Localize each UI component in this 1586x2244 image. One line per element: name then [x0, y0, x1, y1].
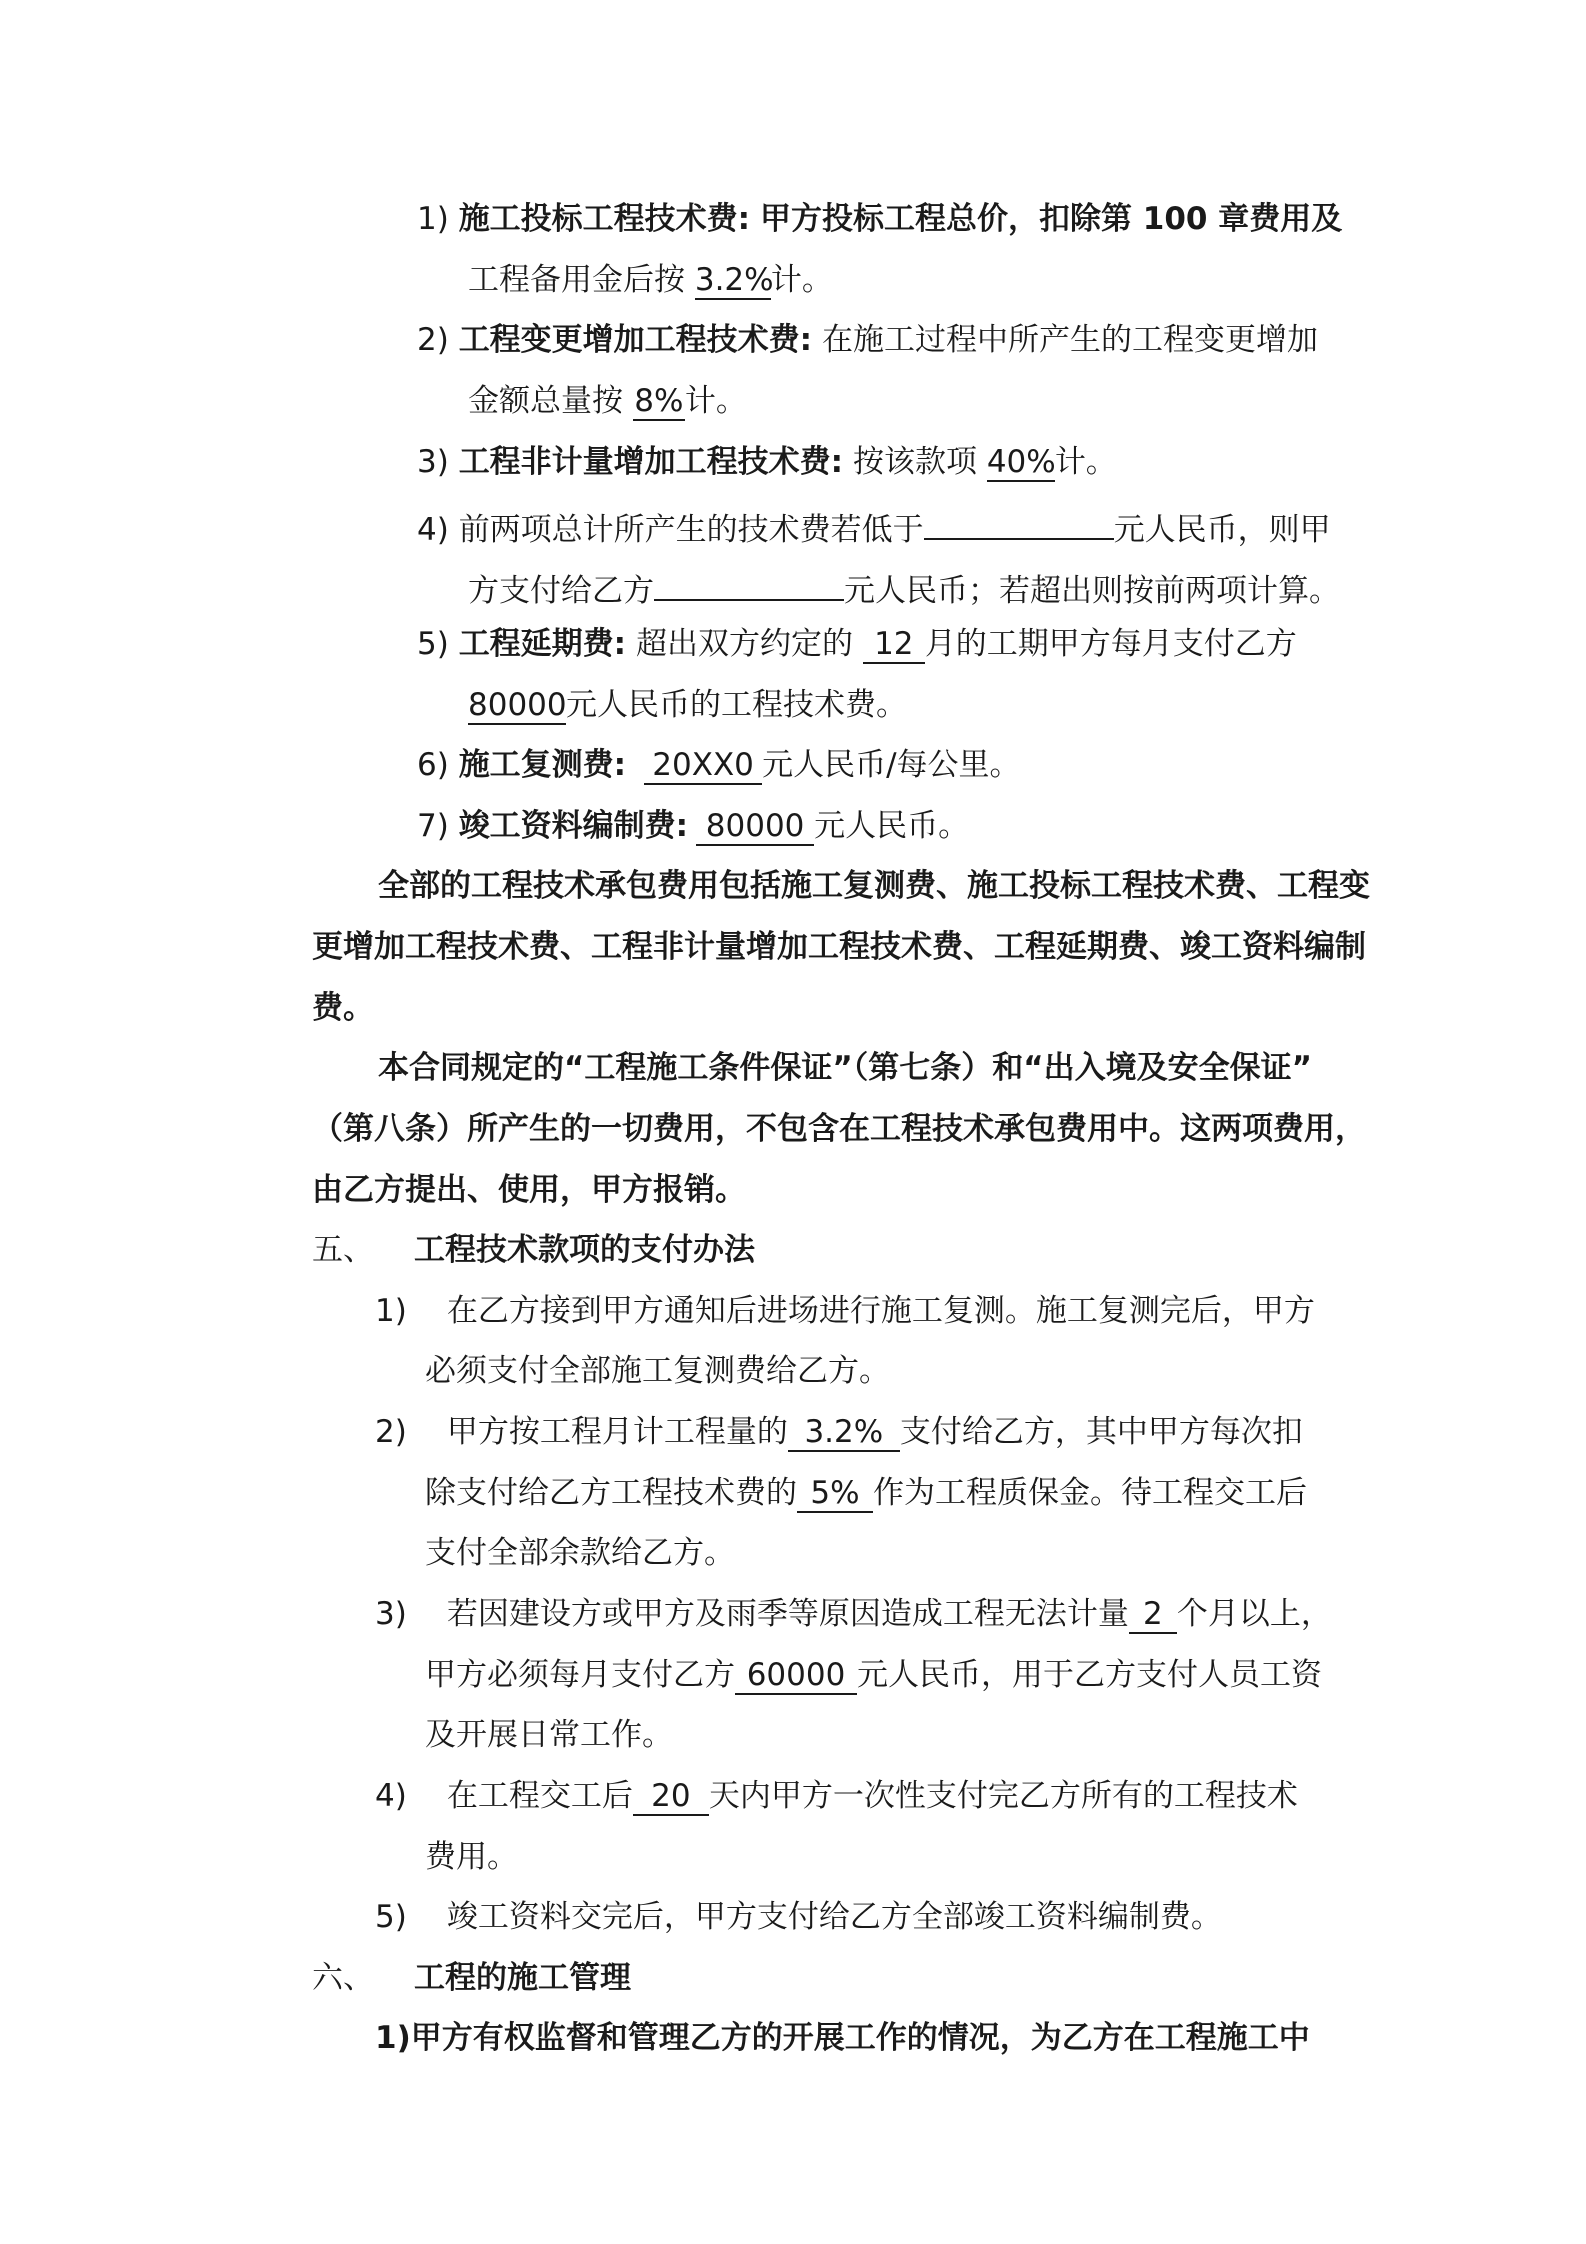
sec5-item-3-line-1: 3) 若因建设方或甲方及雨季等原因造成工程无法计量 2 个月以上，: [375, 1596, 1332, 1632]
sec5-item-2-number: 2): [375, 1414, 407, 1450]
fee-item-5-number: 5): [417, 626, 449, 662]
section-6-title: 工程的施工管理: [414, 1960, 631, 1996]
sec5-item-4-value-1: 20: [633, 1778, 709, 1816]
sec5-item-4-number: 4): [375, 1778, 407, 1814]
fee-item-7: 7) 竣工资料编制费: 80000 元人民币。: [417, 808, 970, 844]
fee-item-2-line-1: [417, 320, 1318, 360]
fee-item-7-value: 80000: [696, 808, 814, 846]
fee-item-3-term: 工程非计量增加工程技术费:: [458, 444, 844, 480]
sec5-item-3-line-2: 甲方必须每月支付乙方 60000 元人民币，用于乙方支付人员工资: [425, 1657, 1322, 1693]
sec5-item-2-value-1: 3.2%: [788, 1414, 900, 1452]
sec5-item-2-line-1: 2) 甲方按工程月计工程量的 3.2% 支付给乙方，其中甲方每次扣: [375, 1414, 1303, 1450]
fee-item-7-term: 竣工资料编制费:: [458, 808, 689, 844]
sec5-item-4-line-2: 费用。: [425, 1839, 518, 1875]
sec5-item-2-value-2: 5%: [797, 1475, 873, 1513]
fee-item-5-line-1: 5) 工程延期费: 超出双方约定的 12 月的工期甲方每月支付乙方: [417, 626, 1297, 662]
fee-item-2-text: 在施工过程中所产生的工程变更增加: [821, 322, 1318, 358]
fee-item-4-line-2: 方支付给乙方 元人民币；若超出则按前两项计算。: [468, 563, 1340, 611]
fee-item-2-term: 工程变更增加工程技术费:: [458, 322, 813, 358]
fee-item-6: 6) 施工复测费: 20XX0 元人民币/每公里。: [417, 747, 1021, 783]
sec5-item-1-line-2: 必须支付全部施工复测费给乙方。: [425, 1353, 890, 1389]
fee-item-4-blank-2: [654, 563, 844, 601]
fee-item-1-term: 施工投标工程技术费:: [458, 201, 751, 237]
section-5-number: 五、: [312, 1232, 374, 1268]
sec5-item-5-line-1: 5) 竣工资料交完后，甲方支付给乙方全部竣工资料编制费。: [375, 1899, 1222, 1935]
fee-item-6-number: 6): [417, 747, 449, 783]
section-6-heading: [312, 1958, 631, 1998]
sec5-item-3-line-3: 及开展日常工作。: [425, 1717, 673, 1753]
fee-item-1-value: 3.2%: [694, 262, 774, 298]
fee-item-6-value: 20XX0: [644, 747, 762, 785]
fee-item-6-term: 施工复测费:: [458, 747, 627, 783]
fee-item-1-text: 甲方投标工程总价，扣除第 100 章费用及: [759, 201, 1343, 237]
fee-item-2-number: 2): [417, 322, 449, 358]
sec5-item-3-value-2: 60000: [735, 1657, 857, 1695]
fee-item-4-blank-1: [924, 502, 1114, 540]
fee-item-5-line-2: 80000元人民币的工程技术费。: [468, 687, 907, 723]
section-6-number: 六、: [312, 1960, 374, 1996]
sec6-item-1-line-1: 1)甲方有权监督和管理乙方的开展工作的情况，为乙方在工程施工中: [375, 2020, 1310, 2056]
sec5-item-1-number: 1): [375, 1293, 407, 1329]
para-2-line-1: 本合同规定的“工程施工条件保证”（第七条）和“出入境及安全保证”: [378, 1050, 1312, 1086]
fee-item-4-number: 4): [417, 512, 449, 548]
fee-item-5-value-2: 80000: [468, 687, 567, 723]
fee-item-4-line-1: 4) 前两项总计所产生的技术费若低于 元人民币，则甲: [417, 502, 1331, 550]
section-5-title: 工程技术款项的支付办法: [414, 1232, 755, 1268]
section-5-heading: [312, 1230, 755, 1270]
fee-item-1-line-2: 工程备用金后按 3.2%计。: [468, 262, 833, 298]
fee-item-5-term: 工程延期费:: [458, 626, 627, 662]
fee-item-1-line-1: [417, 199, 1342, 239]
sec6-item-1-number: 1): [375, 2020, 411, 2056]
sec5-item-2-line-3: 支付全部余款给乙方。: [425, 1535, 735, 1571]
sec5-item-4-line-1: 4) 在工程交工后 20 天内甲方一次性支付完乙方所有的工程技术: [375, 1778, 1298, 1814]
para-1-line-1: 全部的工程技术承包费用包括施工复测费、施工投标工程技术费、工程变: [378, 868, 1370, 904]
fee-item-3: 3) 工程非计量增加工程技术费: 按该款项 40%计。: [417, 444, 1117, 480]
para-1-line-2: 更增加工程技术费、工程非计量增加工程技术费、工程延期费、竣工资料编制: [312, 929, 1366, 965]
fee-item-3-number: 3): [417, 444, 449, 480]
fee-item-2-line-2: 金额总量按 8%计。: [468, 383, 747, 419]
sec5-item-3-value-1: 2: [1129, 1596, 1177, 1634]
fee-item-3-value: 40%: [986, 444, 1056, 480]
sec5-item-5-number: 5): [375, 1899, 407, 1935]
fee-item-7-number: 7): [417, 808, 449, 844]
sec5-item-2-line-2: 除支付给乙方工程技术费的 5% 作为工程质保金。待工程交工后: [425, 1475, 1307, 1511]
fee-item-5-value: 12: [863, 626, 925, 664]
para-2-line-3: 由乙方提出、使用，甲方报销。: [312, 1172, 746, 1208]
fee-item-1-number: 1): [417, 201, 449, 237]
fee-item-2-value: 8%: [634, 383, 684, 419]
sec5-item-3-number: 3): [375, 1596, 407, 1632]
para-2-line-2: （第八条）所产生的一切费用，不包含在工程技术承包费用中。这两项费用，: [312, 1111, 1366, 1147]
sec5-item-1-line-1: 1) 在乙方接到甲方通知后进场进行施工复测。施工复测完后，甲方: [375, 1293, 1315, 1329]
para-1-line-3: 费。: [312, 990, 374, 1026]
